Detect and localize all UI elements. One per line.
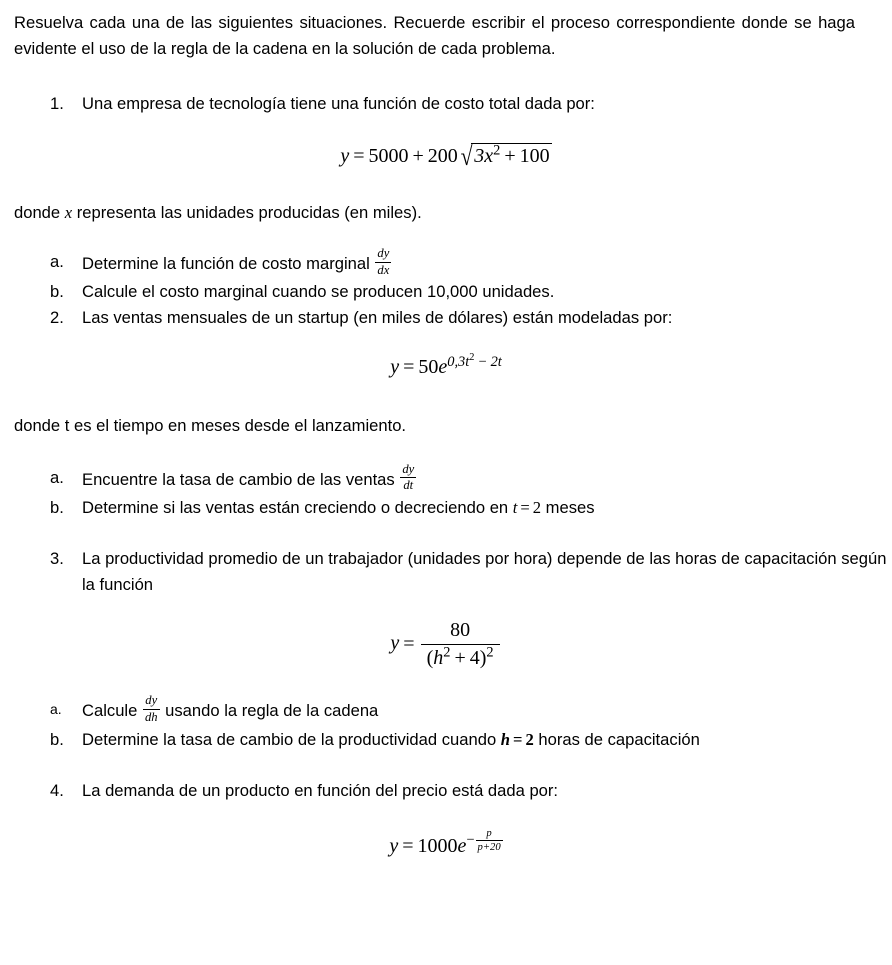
eq3-den-outer-power: 2 xyxy=(486,644,494,661)
subitem-3b-text-after: horas de capacitación xyxy=(533,729,700,749)
problem-4-equation xyxy=(0,828,892,858)
problem-1-subitem-a xyxy=(0,246,892,279)
eq1-coefficient: 200 xyxy=(427,144,458,167)
eq3-denominator xyxy=(421,645,500,670)
problem-1-number: 1. xyxy=(50,94,64,113)
subitem-2b-condition xyxy=(513,498,541,517)
eq4-coefficient: 1000 xyxy=(417,834,458,857)
condition-value: 2 xyxy=(532,497,542,517)
note-1-suffix: representa las unidades producidas (en miles). xyxy=(72,202,422,222)
problem-1-subitems xyxy=(0,246,892,330)
subitem-3b-condition xyxy=(501,730,534,749)
subitem-1a-text: Determine la función de costo marginal xyxy=(82,254,375,274)
problem-4-number: 4. xyxy=(50,781,64,801)
problem-2-text: Las ventas mensuales de un startup (en miles de dólares) están modeladas por: xyxy=(82,307,673,327)
eq3-den-const: 4 xyxy=(469,647,480,670)
subitem-3a-derivative xyxy=(143,694,160,724)
problem-1-equation xyxy=(0,143,892,170)
problem-1-subitem-b xyxy=(0,279,892,305)
eq2-coefficient: 50 xyxy=(418,356,439,379)
frac-denominator: p+20 xyxy=(477,842,501,854)
eq2-base: e xyxy=(438,356,448,379)
problem-2-number: 2. xyxy=(50,307,64,327)
eq3-numerator: 80 xyxy=(421,619,500,645)
subitem-3a-text-before: Calcule xyxy=(82,701,142,721)
problem-4-statement xyxy=(0,778,892,804)
eq2-equals: = xyxy=(403,356,415,379)
subitem-2b-marker: b. xyxy=(50,497,64,517)
condition-variable: t xyxy=(512,497,518,517)
problem-2-statement xyxy=(0,305,892,331)
eq1-equals: = xyxy=(353,144,365,167)
subitem-1a-derivative xyxy=(375,247,391,277)
problem-3-text: La productividad promedio de un trabajador (unidades por hora) depende de las horas de capacitación según la función xyxy=(82,549,887,594)
frac-numerator: dy xyxy=(143,694,160,710)
eq2-exponent xyxy=(447,351,502,370)
problem-1-statement xyxy=(0,91,892,117)
subitem-2a-derivative xyxy=(400,463,416,493)
eq3-fraction xyxy=(421,619,500,670)
radical-sign-icon: √ xyxy=(460,141,473,172)
frac-numerator: dy xyxy=(400,463,416,479)
eq3-equals: = xyxy=(403,632,415,655)
problem-3-number: 3. xyxy=(50,549,64,569)
subitem-2a-marker: a. xyxy=(50,467,64,487)
problem-4-text: La demanda de un producto en función del precio está dada por: xyxy=(82,781,559,801)
problem-3 xyxy=(0,546,892,597)
frac-numerator: dy xyxy=(375,247,391,263)
eq4-exp-fraction xyxy=(476,828,503,854)
eq1-const: 5000 xyxy=(368,144,409,167)
eq4-exponent xyxy=(466,827,502,854)
note-1-variable: x xyxy=(64,202,73,222)
note-1-prefix: donde xyxy=(14,202,65,222)
eq4-equals: = xyxy=(402,834,414,857)
eq1-radicand-plus: + xyxy=(504,144,516,167)
eq4-exp-minus: − xyxy=(466,832,475,849)
eq3-den-open-paren: ( xyxy=(426,647,434,670)
eq1-radicand-const: 100 xyxy=(519,144,550,167)
eq2-exp-term-a: 0,3t xyxy=(447,353,470,370)
eq4-base: e xyxy=(457,834,467,857)
condition-variable: h xyxy=(500,729,511,749)
eq1-radicand xyxy=(471,143,551,168)
problem-3-statement xyxy=(0,546,892,597)
eq3-den-plus: + xyxy=(454,647,466,670)
problem-2-equation xyxy=(0,351,892,379)
eq2-lhs: y xyxy=(390,356,400,379)
problem-2-subitem-b xyxy=(0,495,892,521)
frac-numerator: p xyxy=(476,828,503,842)
problem-4 xyxy=(0,778,892,804)
eq1-radical xyxy=(458,143,552,170)
subitem-2b-text-after: meses xyxy=(541,497,595,517)
eq2-exp-minus: − xyxy=(478,353,487,370)
subitem-2b-text-before: Determine si las ventas están creciendo o decreciendo en xyxy=(82,497,513,517)
subitem-1b-marker: b. xyxy=(50,282,64,302)
subitem-3b-text-before: Determine la tasa de cambio de la productividad cuando xyxy=(82,729,501,749)
subitem-2a-text: Encuentre la tasa de cambio de las ventas xyxy=(82,469,400,489)
eq2-exp-term-b: 2t xyxy=(490,353,502,370)
condition-value: 2 xyxy=(525,729,534,749)
eq2-exp-term-a-power: 2 xyxy=(469,351,475,363)
problem-3-subitem-b xyxy=(0,727,892,753)
subitem-1b-text: Calcule el costo marginal cuando se producen 10,000 unidades. xyxy=(82,282,555,302)
problem-1 xyxy=(0,91,892,117)
frac-denominator: dh xyxy=(144,710,158,725)
frac-denominator: dx xyxy=(377,262,390,277)
eq1-lhs: y xyxy=(340,144,350,167)
subitem-1a-marker: a. xyxy=(50,252,64,272)
eq3-den-variable: h xyxy=(433,647,444,670)
intro-paragraph: Resuelva cada una de las siguientes situaciones. Recuerde escribir el proceso correspondiente donde se haga evidente el uso de la regla de la cadena en la solución de cada problema. xyxy=(14,13,855,58)
problem-3-equation xyxy=(0,619,892,670)
eq1-plus: + xyxy=(412,144,424,167)
subitem-3a-text-after: usando la regla de la cadena xyxy=(160,701,379,721)
problem-1-note xyxy=(0,200,892,226)
problem-3-subitem-a xyxy=(0,693,892,726)
subitem-3b-marker: b. xyxy=(50,729,64,749)
frac-denominator: dt xyxy=(403,478,414,493)
eq3-den-close-paren: ) xyxy=(479,647,487,670)
condition-operator: = xyxy=(513,729,523,749)
eq3-den-power: 2 xyxy=(443,644,451,661)
eq1-radicand-exp: 2 xyxy=(493,141,501,158)
eq3-lhs: y xyxy=(390,632,400,655)
problem-2-subitem-a xyxy=(0,461,892,495)
eq4-lhs: y xyxy=(389,834,399,857)
problem-3-subitems xyxy=(0,693,892,752)
problem-2-subitems xyxy=(0,461,892,521)
subitem-3a-marker: a. xyxy=(50,701,62,718)
problem-2-note: donde t es el tiempo en meses desde el lanzamiento. xyxy=(14,416,407,436)
eq1-radicand-base: 3x xyxy=(474,144,494,167)
condition-operator: = xyxy=(520,497,530,517)
problem-1-text: Una empresa de tecnología tiene una función de costo total dada por: xyxy=(82,94,595,113)
